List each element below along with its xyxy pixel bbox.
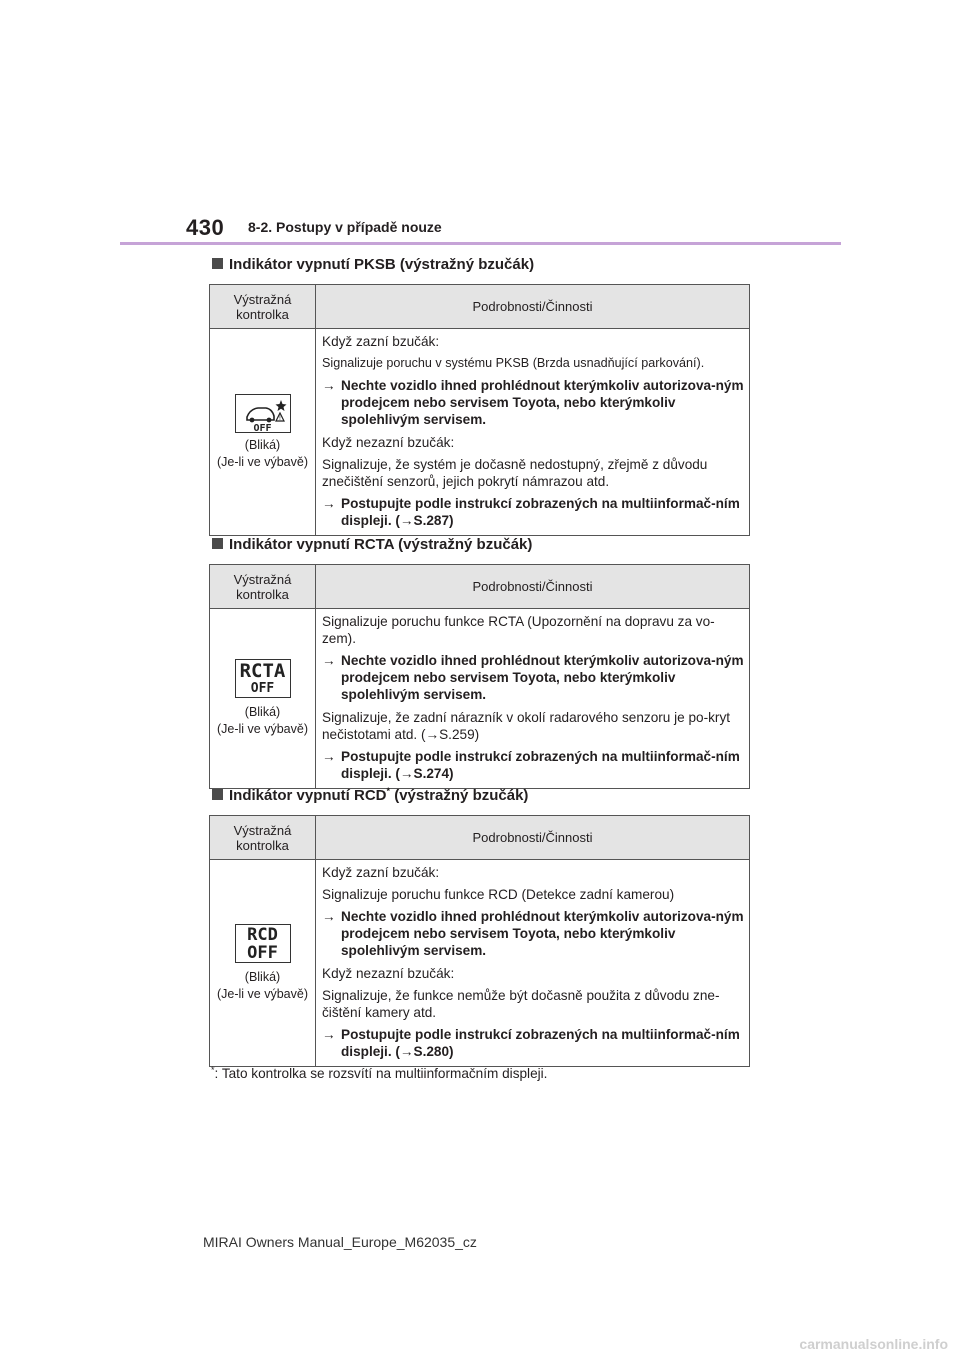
pksb-off-icon: ! OFF [235, 394, 291, 433]
description-text: Signalizuje, že zadní nárazník v okolí radarového senzoru je po-kryt nečistotami atd. (→S.259) [322, 710, 731, 742]
right-arrow-icon: → [322, 496, 336, 511]
rcd-table [209, 815, 750, 1067]
blink-label: (Bliká) [244, 705, 281, 719]
action-text: → Postupujte podle instrukcí zobrazených na multiinformač-ním displeji. (→S.280) [322, 1027, 740, 1059]
square-bullet-icon [212, 789, 223, 800]
table-header-row [210, 565, 750, 609]
blink-label: (Bliká) [244, 969, 281, 984]
footnote-mark: * [211, 1065, 215, 1075]
rcta-table [209, 564, 750, 789]
watermark: carmanualsonline.info [799, 1336, 948, 1352]
square-bullet-icon [212, 258, 223, 269]
description-text: Signalizuje poruchu funkce RCTA (Upozornění na dopravu za vo-zem). [322, 614, 715, 646]
details-cell [316, 609, 750, 789]
table-row [210, 860, 750, 1067]
table-row [210, 329, 750, 536]
right-arrow-icon: → [322, 653, 336, 668]
blink-label: (Bliká) [244, 437, 281, 452]
manual-id: MIRAI Owners Manual_Europe_M62035_cz [203, 1234, 477, 1250]
right-arrow-icon: → [322, 1027, 336, 1042]
rcta-off-icon: RCTA OFF [235, 659, 291, 698]
condition-text: Když zazní bzučák: [322, 865, 440, 880]
description-text: Signalizuje poruchu funkce RCD (Detekce zadní kamerou) [322, 887, 675, 902]
equipment-label: (Je-li ve výbavě) [217, 722, 308, 736]
header-divider [120, 242, 841, 245]
description-text: Signalizuje, že systém je dočasně nedostupný, zřejmě z důvodu znečištění senzorů, jejich pokrytí námrazou atd. [322, 457, 708, 489]
table-header-row [210, 285, 750, 329]
action-text: → Nechte vozidlo ihned prohlédnout kterýmkoliv autorizova-ným prodejcem nebo servisem Toyota, nebo kterýmkoliv spolehlivým servisem. [322, 909, 744, 958]
footnote: *: Tato kontrolka se rozsvítí na multiinformačním displeji. [211, 1065, 548, 1081]
condition-text: Když nezazní bzučák: [322, 435, 455, 450]
col-warning-light: Výstražná kontrolka [210, 285, 316, 329]
rcd-heading: Indikátor vypnutí RCD* (výstražný bzučák) [212, 786, 528, 804]
pksb-table [209, 284, 750, 536]
details-cell [316, 860, 750, 1067]
rcd-off-icon: RCD OFF [235, 924, 291, 963]
right-arrow-icon: → [322, 749, 336, 764]
pksb-heading: Indikátor vypnutí PKSB (výstražný bzučák) [212, 256, 534, 273]
page-number: 430 [186, 215, 225, 240]
warning-light-cell [210, 860, 316, 1067]
table-row [210, 609, 750, 789]
col-warning-light: Výstražná kontrolka [210, 816, 316, 860]
warning-light-cell [210, 609, 316, 789]
col-details: Podrobnosti/Činnosti [316, 565, 750, 609]
condition-text: Když nezazní bzučák: [322, 966, 455, 981]
equipment-label: (Je-li ve výbavě) [217, 454, 308, 469]
warning-light-cell [210, 329, 316, 536]
table-header-row [210, 816, 750, 860]
square-bullet-icon [212, 538, 223, 549]
footnote-mark: * [386, 786, 391, 796]
right-arrow-icon: → [322, 909, 336, 924]
condition-text: Když zazní bzučák: [322, 334, 440, 349]
action-text: → Nechte vozidlo ihned prohlédnout kterýmkoliv autorizova-ným prodejcem nebo servisem Toyota, nebo kterýmkoliv spolehlivým servisem. [322, 378, 744, 427]
svg-text:!: ! [278, 414, 281, 422]
col-details: Podrobnosti/Činnosti [316, 816, 750, 860]
details-cell [316, 329, 750, 536]
description-text: Signalizuje poruchu v systému PKSB (Brzda usnadňující parkování). [322, 356, 705, 370]
col-warning-light: Výstražná kontrolka [210, 565, 316, 609]
col-details: Podrobnosti/Činnosti [316, 285, 750, 329]
action-text: → Postupujte podle instrukcí zobrazených na multiinformač-ním displeji. (→S.287) [322, 496, 740, 528]
action-text: → Nechte vozidlo ihned prohlédnout kterýmkoliv autorizova-ným prodejcem nebo servisem Toyota, nebo kterýmkoliv spolehlivým servisem. [322, 653, 744, 702]
equipment-label: (Je-li ve výbavě) [217, 986, 308, 1001]
section-title: 8-2. Postupy v případě nouze [248, 219, 442, 235]
rcta-heading: Indikátor vypnutí RCTA (výstražný bzučák) [212, 536, 532, 553]
action-text: → Postupujte podle instrukcí zobrazených na multiinformač-ním displeji. (→S.274) [322, 749, 740, 781]
description-text: Signalizuje, že funkce nemůže být dočasně použita z důvodu zne-čištění kamery atd. [322, 988, 720, 1020]
right-arrow-icon: → [322, 378, 336, 393]
